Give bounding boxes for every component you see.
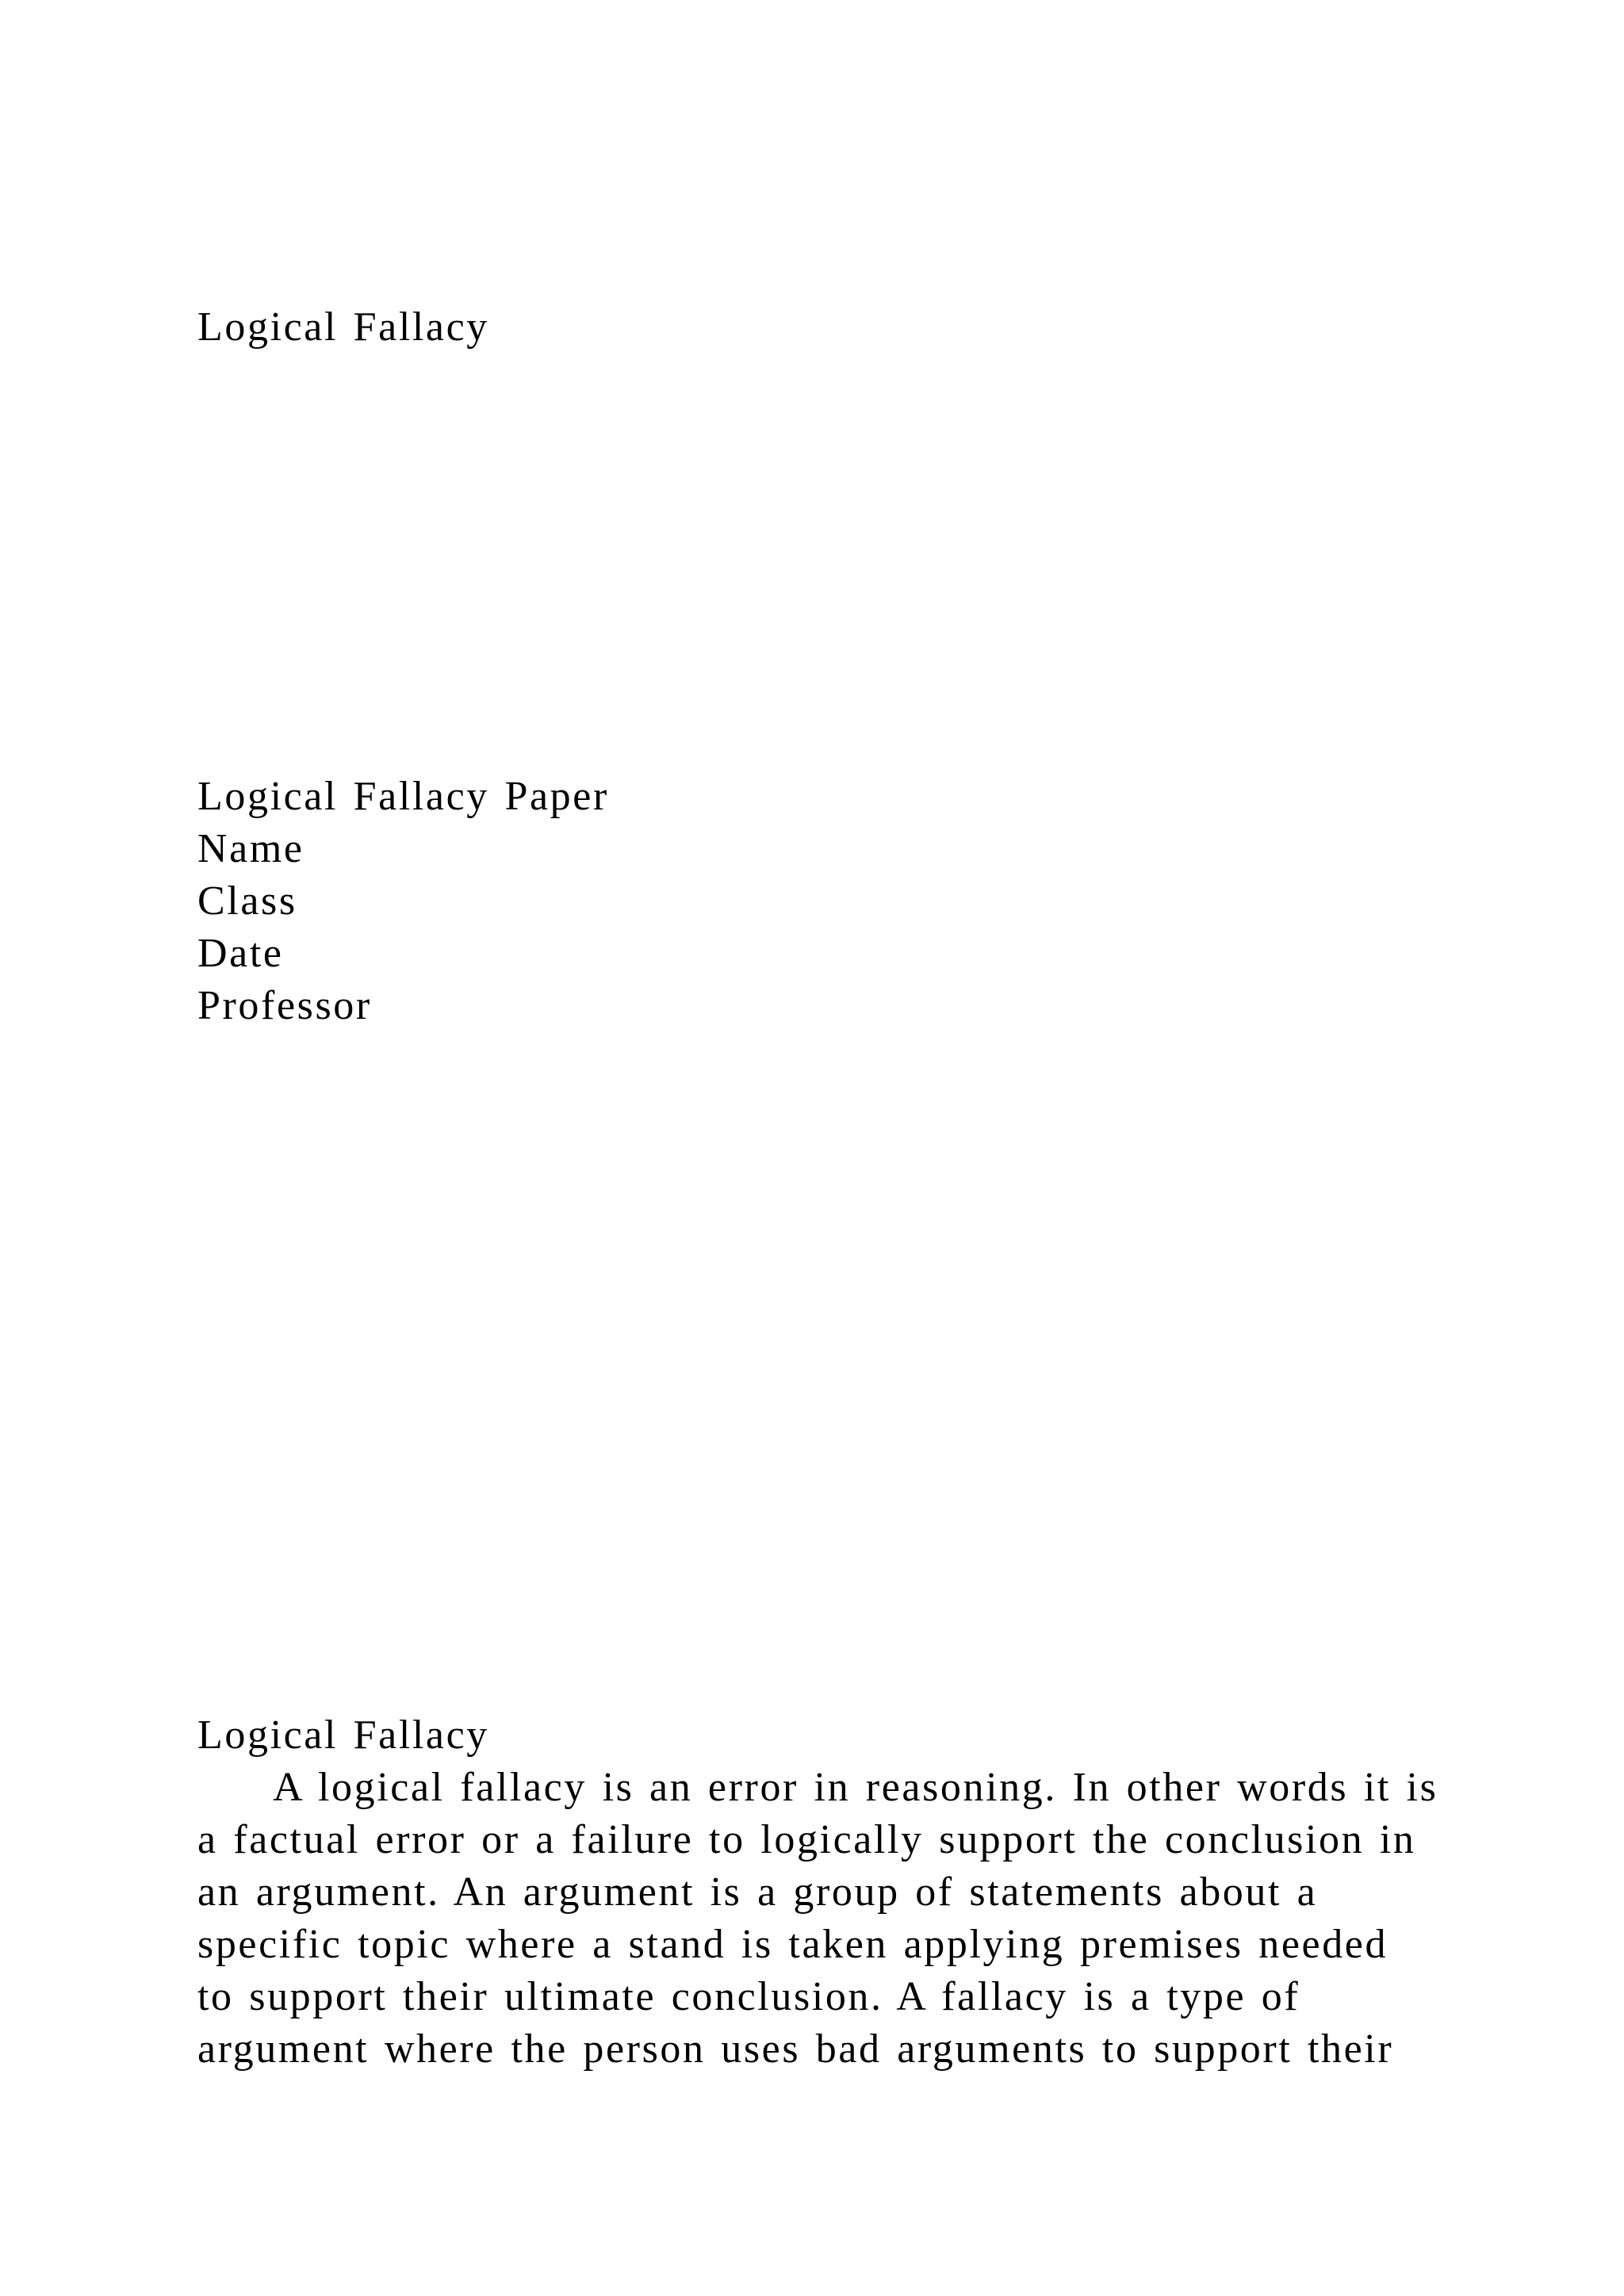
date: Date xyxy=(197,931,284,976)
running-title: Logical Fallacy xyxy=(197,304,489,350)
professor: Professor xyxy=(197,983,372,1028)
paragraph-line: A logical fallacy is an error in reasoning. In other words it is xyxy=(197,1765,1438,1810)
paragraph-line: specific topic where a stand is taken applying premises needed xyxy=(197,1922,1388,1967)
paragraph-line: argument where the person uses bad arguments to support their xyxy=(197,2026,1394,2072)
section-heading: Logical Fallacy xyxy=(197,1712,489,1758)
class-name: Class xyxy=(197,878,297,924)
paragraph-line: to support their ultimate conclusion. A fallacy is a type of xyxy=(197,1974,1300,2019)
student-name: Name xyxy=(197,826,304,871)
paragraph-line: an argument. An argument is a group of statements about a xyxy=(197,1869,1318,1915)
paper-title: Logical Fallacy Paper xyxy=(197,774,609,819)
paragraph-line: a factual error or a failure to logically support the conclusion in xyxy=(197,1817,1416,1862)
